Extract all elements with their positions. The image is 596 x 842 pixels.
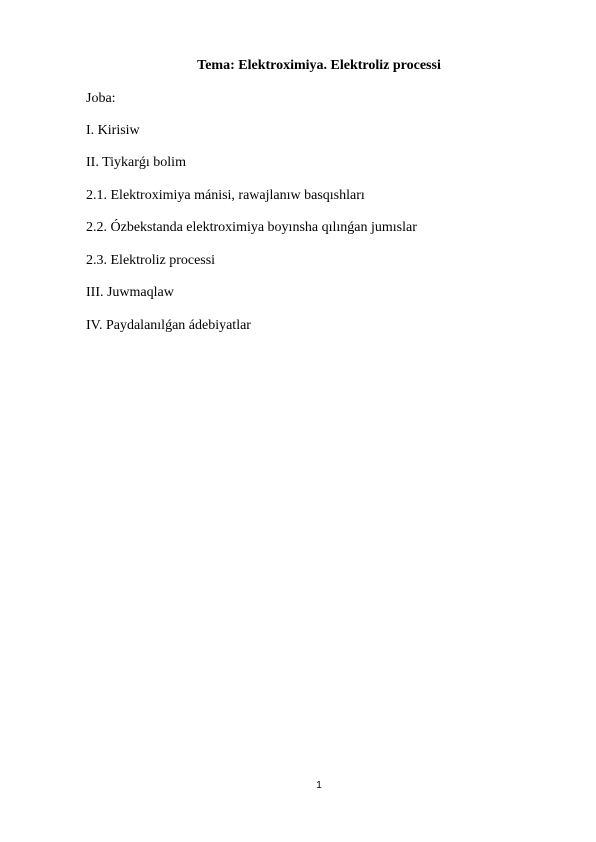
- plan-item-conclusion: III. Juwmaqlaw: [86, 285, 174, 300]
- plan-item-2-2: 2.2. Ózbekstanda elektroximiya boyınsha qılınǵan jumıslar: [86, 220, 417, 235]
- plan-item-2-1: 2.1. Elektroximiya mánisi, rawajlanıw basqıshları: [86, 188, 365, 203]
- plan-item-references: IV. Paydalanılǵan ádebiyatlar: [86, 318, 251, 333]
- plan-label: Joba:: [86, 91, 116, 106]
- page-number: 1: [316, 780, 322, 791]
- plan-item-2-3: 2.3. Elektroliz processi: [86, 253, 216, 268]
- plan-item-main-part: II. Tiykarǵı bolim: [86, 155, 186, 170]
- plan-item-introduction: I. Kirisiw: [86, 123, 140, 138]
- document-title: Tema: Elektroximiya. Elektroliz processi: [197, 58, 441, 73]
